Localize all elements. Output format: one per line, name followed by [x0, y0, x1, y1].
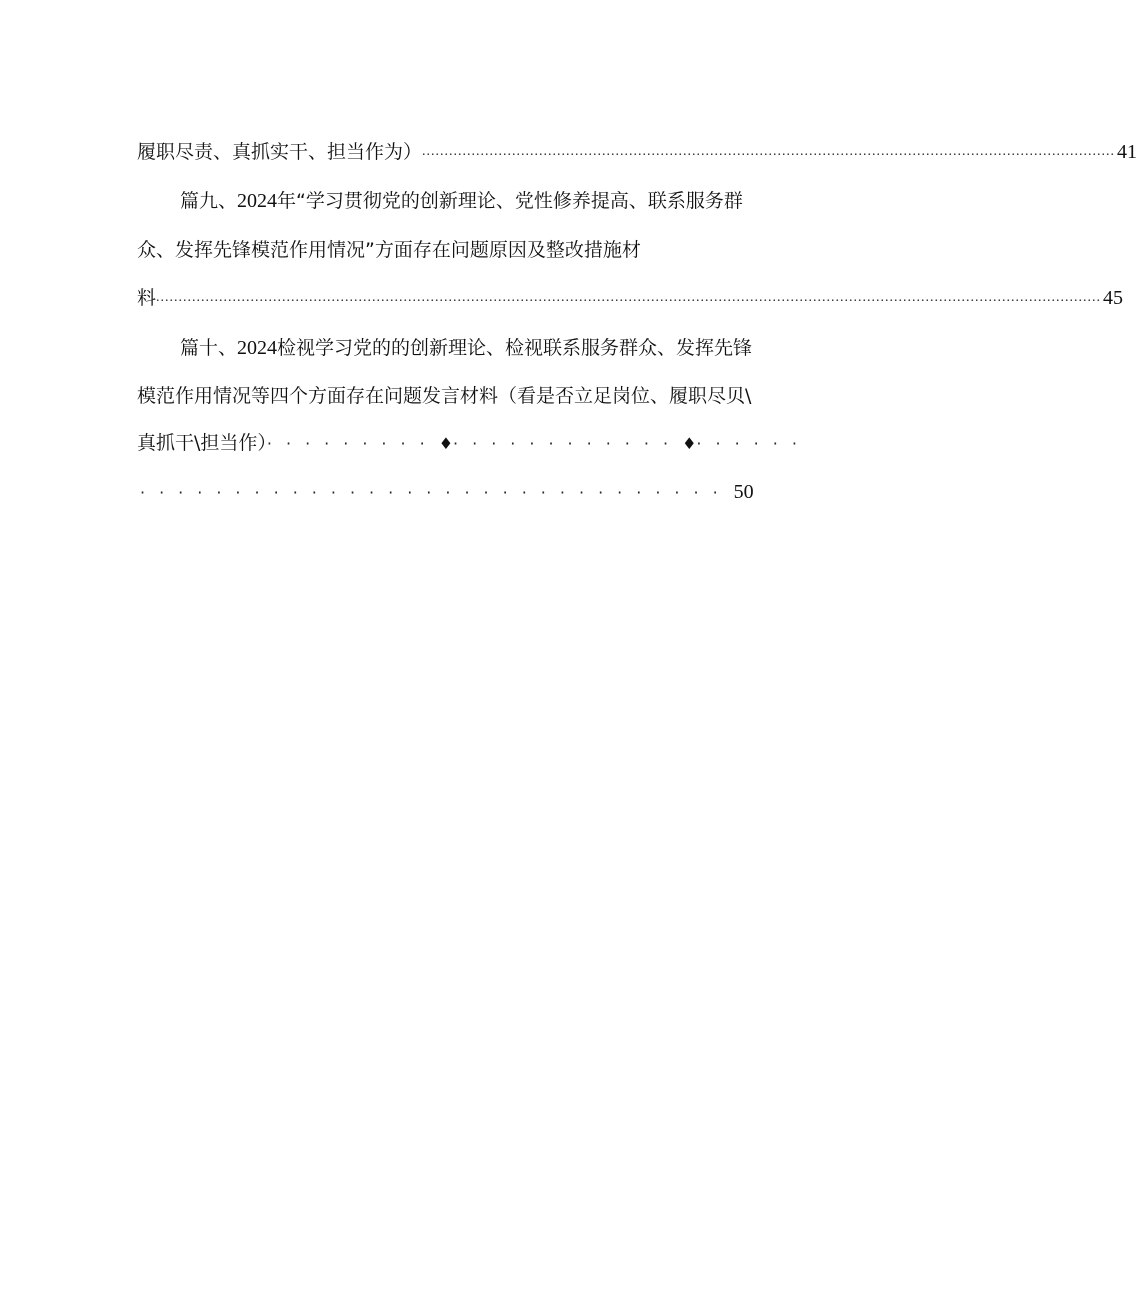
toc-entry-9-line-2[interactable] — [137, 238, 641, 262]
toc-entry-10-title-part-2: 模范作用情况等四个方面存在问题发言材料（看是否立足岗位、履职尽贝\ — [137, 385, 752, 407]
toc-entry-8[interactable] — [137, 140, 1137, 164]
toc-entry-10-prefix: 篇十、 — [180, 337, 238, 359]
toc-entry-9-line-1[interactable] — [180, 189, 743, 213]
toc-entry-10-line-1[interactable] — [180, 336, 752, 360]
toc-entry-10-page-number: 50 — [733, 481, 754, 503]
toc-entry-10-title-part-1: 检视学习党的的创新理论、检视联系服务群众、发挥先锋 — [277, 337, 753, 359]
toc-leader-dots: ······························· — [140, 483, 732, 502]
toc-leader-dots: .......................................................................................................................................................... — [422, 144, 1116, 159]
toc-entry-10-title-part-3: 真抓干\担当作） — [137, 432, 267, 454]
toc-entry-9-prefix: 篇九、 — [180, 190, 238, 212]
toc-entry-10-year: 2024 — [237, 337, 278, 359]
toc-leader-dots: ······ — [696, 434, 811, 453]
toc-entry-9-page-number: 45 — [1103, 287, 1124, 309]
toc-entry-10-line-4[interactable] — [140, 480, 754, 505]
toc-leader-dots: ········· — [266, 434, 439, 453]
toc-leader-dots: ············ — [453, 434, 683, 453]
toc-entry-8-page-number: 41 — [1117, 141, 1137, 163]
toc-entry-9-title-part-3: 料 — [137, 287, 157, 309]
diamond-icon: ♦ — [682, 434, 697, 453]
toc-entry-10-line-3[interactable] — [137, 431, 811, 456]
toc-entry-9-title-part-1: 年“学习贯彻党的创新理论、党性修养提高、联系服务群 — [277, 190, 743, 212]
toc-entry-9-title-part-2: 众、发挥先锋模范作用情况”方面存在问题原因及整改措施材 — [137, 239, 641, 261]
toc-leader-dots: .................................................................................................................................................................................................................. — [156, 290, 1102, 305]
toc-entry-8-title: 履职尽责、真抓实干、担当作为） — [137, 141, 423, 163]
toc-entry-10-line-2[interactable] — [137, 384, 751, 408]
toc-entry-9-line-3[interactable] — [137, 286, 1124, 310]
toc-entry-9-year: 2024 — [237, 190, 278, 212]
diamond-icon: ♦ — [438, 434, 454, 453]
